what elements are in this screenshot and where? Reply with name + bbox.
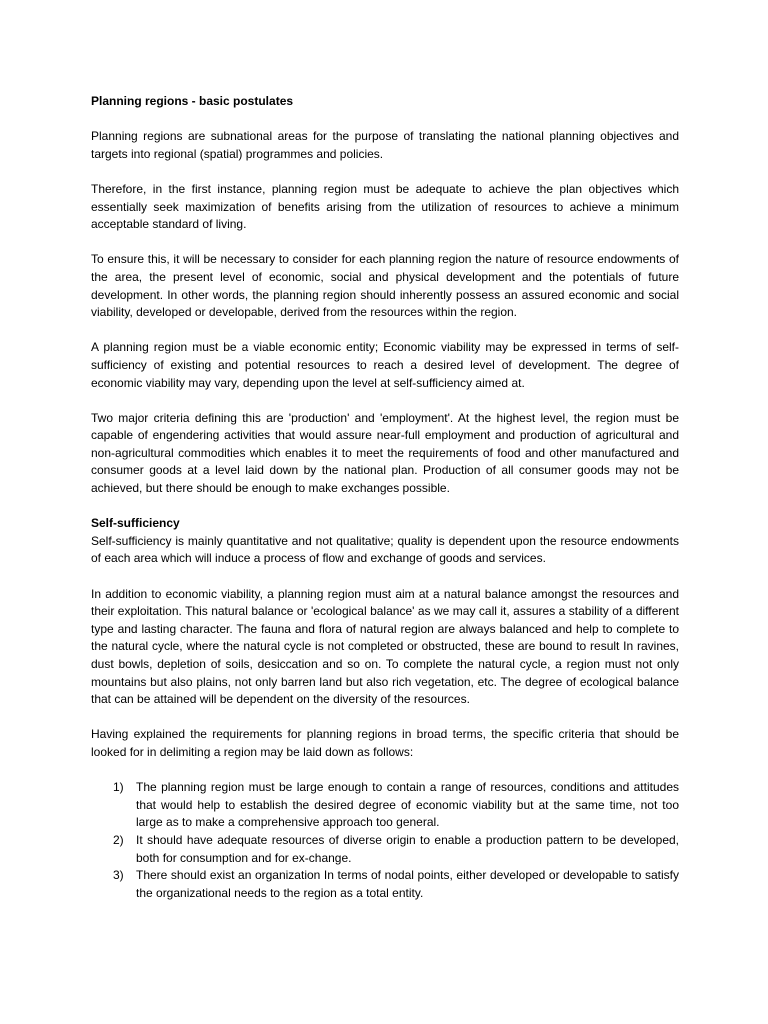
paragraph-economic-entity: A planning region must be a viable economic entity; Economic viability may be expressed in terms of self-sufficiency of existing and potential resources to reach a desired level of development. The degree of economic viability may vary, depending upon the level at self-sufficiency aimed at. [91, 340, 679, 390]
subheading-self-sufficiency: Self-sufficiency [91, 516, 180, 531]
list-item-number: 3) [113, 868, 124, 883]
list-item-number: 2) [113, 832, 124, 847]
document-body [91, 93, 679, 902]
list-item [91, 779, 679, 832]
list-item [91, 867, 679, 902]
list-item [91, 832, 679, 867]
paragraph-major-criteria: Two major criteria defining this are 'production' and 'employment'. At the highest level, the region must be capable of engendering activities that would assure near-full employment and production of agricultural and non-agricultural commodities which enables it to meet the requirements of food and other manufactured and consumer goods at a level laid down by the national plan. Production of all consumer goods may not be achieved, but there should be enough to make exchanges possible. [91, 410, 679, 496]
list-item-number: 1) [113, 780, 124, 795]
paragraph-definition: Planning regions are subnational areas for the purpose of translating the national planning objectives and targets into regional (spatial) programmes and policies. [91, 129, 679, 161]
paragraph-self-sufficiency: Self-sufficiency is mainly quantitative and not qualitative; quality is dependent upon the resource endowments of each area which will induce a process of flow and exchange of goods and services. [91, 533, 679, 566]
list-item-text: There should exist an organization In terms of nodal points, either developed or developable to satisfy the organizational needs to the region as a total entity. [136, 868, 679, 900]
list-item-text: The planning region must be large enough to contain a range of resources, conditions and attitudes that would help to establish the desired degree of economic viability but at the same time, not too large as to make a comprehensive approach too general. [136, 780, 679, 830]
paragraph-objectives: Therefore, in the first instance, planning region must be adequate to achieve the plan objectives which essentially seek maximization of benefits arising from the utilization of resources to achieve a minimum acceptable standard of living. [91, 181, 679, 232]
paragraph-resource-endowments: To ensure this, it will be necessary to consider for each planning region the nature of resource endowments of the area, the present level of economic, social and physical development and the potentials of future development. In other words, the planning region should inherently possess an assured economic and social viability, developed or developable, derived from the resources within the region. [91, 252, 679, 320]
criteria-list [91, 779, 679, 902]
document-title: Planning regions - basic postulates [91, 94, 294, 108]
paragraph-criteria-intro: Having explained the requirements for planning regions in broad terms, the specific criteria that should be looked for in delimiting a region may be laid down as follows: [91, 727, 679, 759]
list-item-text: It should have adequate resources of diverse origin to enable a production pattern to be developed, both for consumption and for ex-change. [136, 832, 679, 865]
paragraph-ecological-balance: In addition to economic viability, a planning region must aim at a natural balance amongst the resources and their exploitation. This natural balance or 'ecological balance' as we may call it, assures a stability of a different type and lasting character. The fauna and flora of natural region are always balanced and help to complete to the natural cycle, where the natural cycle is not completed or obstructed, these are bound to result In ravines, dust bowls, depletion of soils, desiccation and so on. To complete the natural cycle, a region must not only mountains but also plains, not only barren land but also rich vegetation, etc. The degree of ecological balance that can be attained will be dependent on the diversity of the resources. [91, 586, 679, 707]
